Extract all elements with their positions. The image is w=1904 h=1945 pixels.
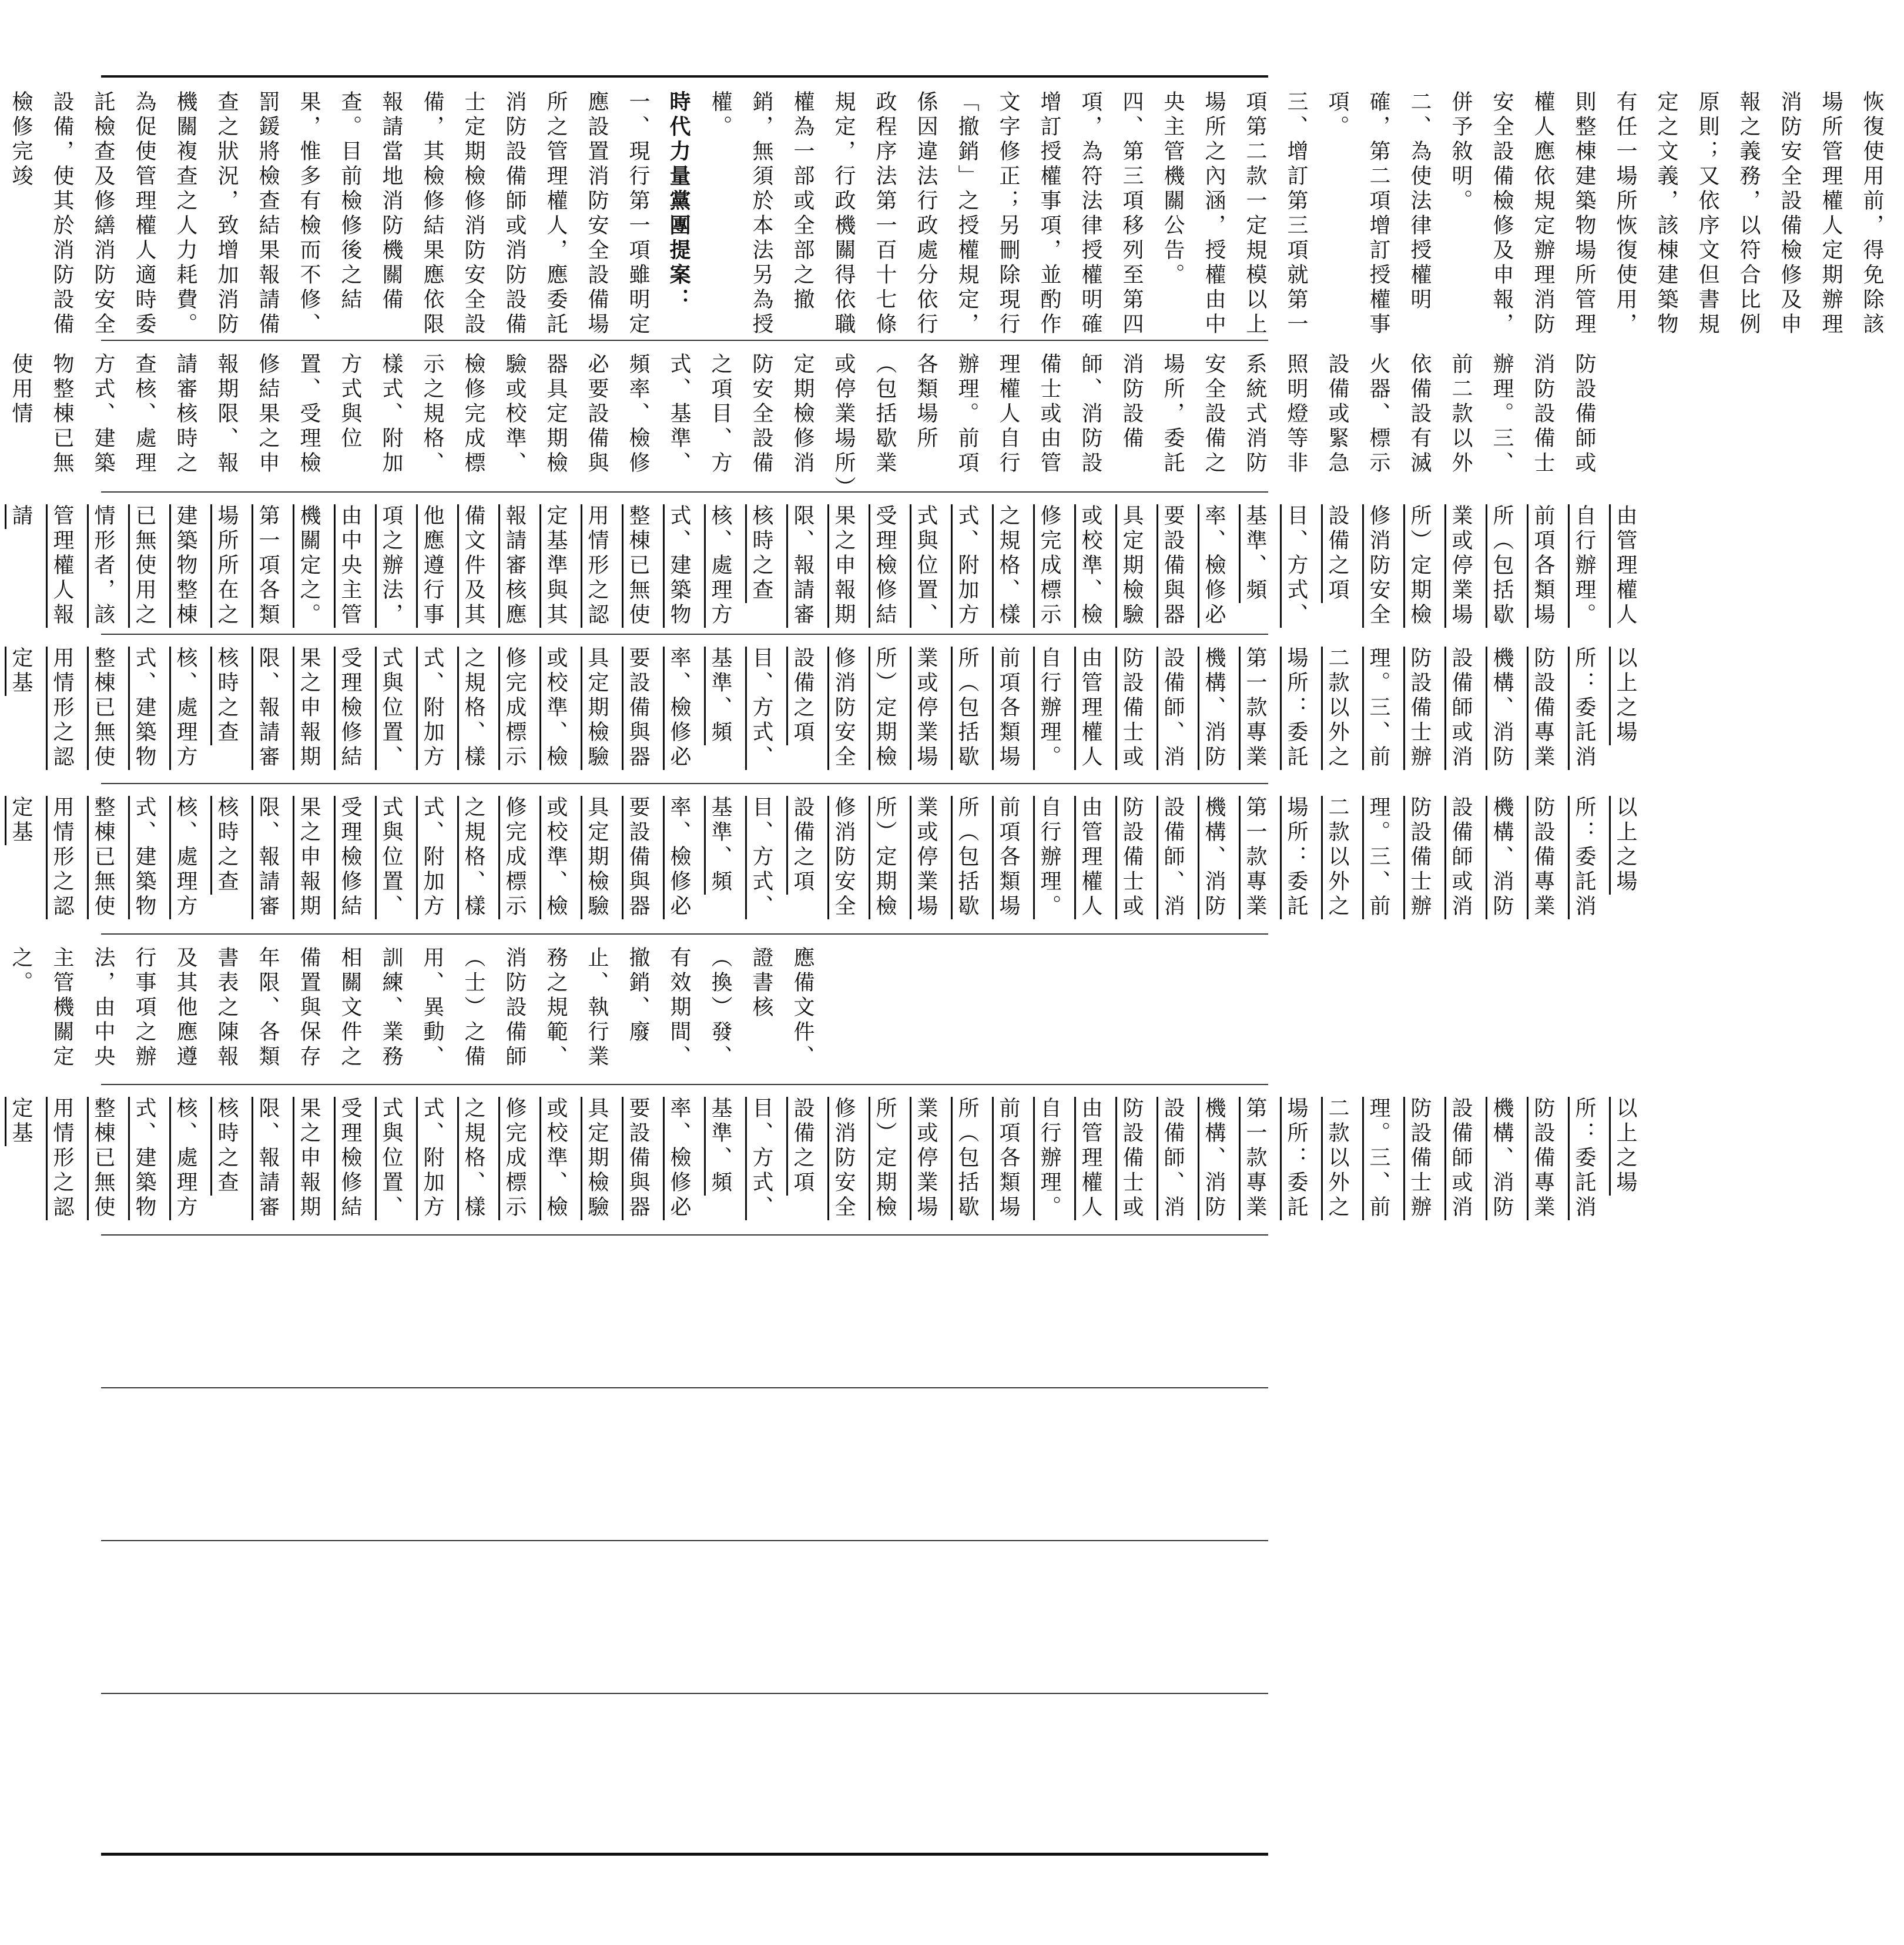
explanation-paragraph-4: 四、第三項移列至第四項，為符法律授權明確增訂授權事項，並酌作文字修正；另刪除現行「撤銷」之授權規定，係因違法行政處分依行政程序法第一百十七條規定，行政機關得依職權為一部或全部之撤銷，無須於本法另為授權。	[708, 91, 1144, 337]
row-divider-7	[101, 1234, 1268, 1236]
row-amendment-5	[0, 785, 1637, 932]
top-rule	[101, 75, 1268, 78]
row-divider-10	[101, 1693, 1268, 1694]
proposal-title: 時代力量黨團提案：	[666, 91, 691, 313]
row-divider-8	[101, 1387, 1268, 1388]
row-empty-3	[0, 1542, 1167, 1692]
row-divider-3	[101, 634, 1268, 635]
row-amendment-4	[0, 636, 1637, 782]
current-text: 防設備師或消防設備士辦理。三、前二款以外依備設有滅火器、標示設備或緊急照明燈等非系統式消防安全設備之場所，委託消防設備師、消防設備士或由管理權人自行辦理。前項各類場所（包括歇業或停業場所）定期檢修消防安全設備之項目、方式、基準、頻率、檢修必要設備與器具定期檢驗或校準、檢修完成標示之規格、樣式、附加方式與位置、受理檢修結果之申報期限、報請審核時之查核、處理方式、建築物整棟已無使用情	[9, 353, 1596, 490]
row-divider-4	[101, 783, 1268, 784]
amendment-3-text: 由管理權人自行辦理。前項各類場所（包括歇業或停業場所）定期檢修消防安全設備之項目、方式、基準、頻率、檢修必要設備與器具定期檢驗或校準、檢修完成標示之規格、樣式、附加方式與位置、受理檢修結果之申報期限、報請審核時之查核、處理方式、建築物整棟已無使用情形之認定基準與其報請審核應備文件及其他應遵行事項之辦法，由中央主管機關定之。第一項各類場所所在之建築物整棟已無使用之情形者，該管理權人報請	[9, 504, 1637, 628]
explanation-paragraph-1: 恢復使用前，得免除該場所管理權人定期辦理消防安全設備檢修及申報之義務，以符合比例原則；又依序文但書規定之文義，該棟建築物有任一場所恢復使用，則整棟建築物場所管理權人應依規定辦理消防安全設備檢修及申報，併予敘明。	[1449, 91, 1884, 337]
row-divider-5	[101, 933, 1268, 935]
explanation-paragraph-2: 二、為使法律授權明確，第二項增訂授權事項。	[1325, 91, 1432, 337]
row-empty-1	[0, 1237, 1167, 1386]
row-amendment-3	[0, 494, 1637, 632]
bottom-rule	[101, 1853, 1268, 1856]
row-divider-2	[101, 491, 1268, 493]
amendment-4-text: 以上之場所：委託消防設備專業機構、消防設備師或消防設備士辦理。三、前二款以外之場所：委託第一款專業機構、消防設備師、消防設備士或由管理權人自行辦理。前項各類場所（包括歇業或停業場所）定期檢修消防安全設備之項目、方式、基準、頻率、檢修必要設備與器具定期檢驗或校準、檢修完成標示之規格、樣式、附加方式與位置、受理檢修結果之申報期限、報請審核時之查核、處理方式、建築物整棟已無使用情形之認定基	[9, 647, 1637, 770]
row-amendment-6	[0, 936, 1167, 1083]
row-divider-1	[101, 340, 1268, 341]
amendment-6-text: 應備文件、證書核（換）發、有效期間、撤銷、廢止、執行業務之規範、消防設備師（士）之備用、異動、訓練、業務相關文件之備置與保存年限、各類書表之陳報及其他應遵行事項之辦法，由中央主管機關定之。	[9, 946, 814, 1070]
amendment-5-text: 以上之場所：委託消防設備專業機構、消防設備師或消防設備士辦理。三、前二款以外之場所：委託第一款專業機構、消防設備師、消防設備士或由管理權人自行辦理。前項各類場所（包括歇業或停業場所）定期檢修消防安全設備之項目、方式、基準、頻率、檢修必要設備與器具定期檢驗或校準、檢修完成標示之規格、樣式、附加方式與位置、受理檢修結果之申報期限、報請審核時之查核、處理方式、建築物整棟已無使用情形之認定基	[9, 796, 1637, 919]
explanation-text	[0, 80, 1904, 339]
row-divider-9	[101, 1540, 1268, 1541]
row-amendment-7	[0, 1086, 1637, 1233]
row-empty-2	[0, 1390, 1167, 1539]
proposal-paragraph: 一、現行第一項雖明定應設置消防安全設備場所之管理權人，應委託消防設備師或消防設備士定期檢修消防安全設備，其檢修結果應依限報請當地消防機關備查。目前檢修後之結果，惟多有檢而不修、罰鍰將檢查結果報請備查之狀況，致增加消防機關複查之人力耗費。為促使管理權人適時委託檢查及修繕消防安全設備，使其於消防設備檢修完竣	[9, 91, 650, 337]
row-divider-6	[101, 1084, 1268, 1085]
row-explanation	[0, 80, 1884, 339]
explanation-paragraph-3: 三、增訂第三項就第一項第二款一定規模以上場所之內涵，授權由中央主管機關公告。	[1161, 91, 1308, 337]
amendment-7-text: 以上之場所：委託消防設備專業機構、消防設備師或消防設備士辦理。三、前二款以外之場所：委託第一款專業機構、消防設備師、消防設備士或由管理權人自行辦理。前項各類場所（包括歇業或停業場所）定期檢修消防安全設備之項目、方式、基準、頻率、檢修必要設備與器具定期檢驗或校準、檢修完成標示之規格、樣式、附加方式與位置、受理檢修結果之申報期限、報請審核時之查核、處理方式、建築物整棟已無使用情形之認定基	[9, 1097, 1637, 1220]
row-current-text	[0, 342, 1596, 490]
